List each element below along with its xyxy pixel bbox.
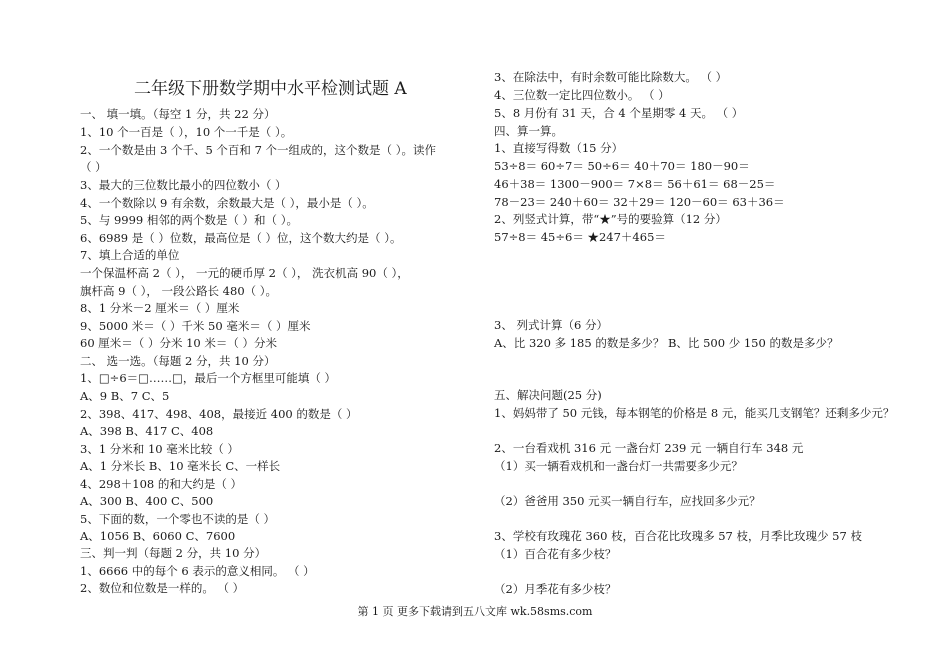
question-line: A、比 320 多 185 的数是多少？ B、比 500 少 150 的数是多少？	[494, 336, 839, 350]
calc-row: 78－23＝ 240＋60＝ 32＋29＝ 120－60＝ 63＋36＝	[494, 195, 785, 209]
question-line: （2）月季花有多少枝？	[494, 582, 617, 596]
question-line: 2、一台看戏机 316 元 一盏台灯 239 元 一辆自行车 348 元	[494, 441, 804, 455]
answer-options: A、9 B、7 C、5	[80, 389, 170, 403]
question-line: 3、1 分米和 10 毫米比较（ ）	[80, 442, 239, 456]
question-line: 旗杆高 9（ ）， 一段公路长 480（ ）。	[80, 284, 278, 298]
question-line: （1）百合花有多少枝？	[494, 547, 617, 561]
question-line: 1、妈妈带了 50 元钱，每本钢笔的价格是 8 元，能买几支钢笔？还剩多少元？	[494, 406, 895, 420]
section-3-heading: 三、判一判（每题 2 分，共 10 分）	[80, 546, 267, 560]
answer-options: A、300 B、400 C、500	[80, 494, 214, 508]
question-line: （2）爸爸用 350 元买一辆自行车，应找回多少元？	[494, 494, 761, 508]
question-line: 5、与 9999 相邻的两个数是（ ）和（ ）。	[80, 213, 298, 227]
answer-options: A、1056 B、6060 C、7600	[80, 529, 236, 543]
answer-options: A、1 分米长 B、10 毫米长 C、一样长	[80, 459, 281, 473]
section-2-heading: 二、 选一选。（每题 2 分，共 10 分）	[80, 354, 276, 368]
answer-options: A、398 B、417 C、408	[80, 424, 214, 438]
question-line: 6、6989 是（ ）位数，最高位是（ ）位，这个数大约是（ ）。	[80, 231, 402, 245]
calc-row: 57÷8＝ 45÷6＝ ★247＋465＝	[494, 230, 666, 244]
question-line: 7、填上合适的单位	[80, 248, 180, 262]
section-1-heading: 一、 填一填。（每空 1 分，共 22 分）	[80, 107, 276, 121]
calc-row: 53÷8＝ 60÷7＝ 50÷6＝ 40＋70＝ 180－90＝	[494, 159, 750, 173]
page-title: 二年级下册数学期中水平检测试题 A	[134, 79, 407, 99]
question-line: 5、下面的数，一个零也不读的是（ ）	[80, 512, 275, 526]
question-line: 5、8 月份有 31 天，合 4 个星期零 4 天。 （ ）	[494, 106, 744, 120]
page-footer: 第 1 页 更多下载请到五八文库 wk.58sms.com	[357, 605, 593, 618]
question-line: 60 厘米＝（ ）分米 10 米＝（ ）分米	[80, 336, 278, 350]
question-line: 3、 列式计算（6 分）	[494, 318, 608, 332]
question-line: 1、6666 中的每个 6 表示的意义相同。 （ ）	[80, 564, 315, 578]
question-line: 2、数位和位数是一样的。 （ ）	[80, 581, 245, 595]
question-line: 3、最大的三位数比最小的四位数小（ ）	[80, 178, 287, 192]
question-line: 3、学校有玫瑰花 360 枝，百合花比玫瑰多 57 枝，月季比玫瑰少 57 枝	[494, 529, 862, 543]
question-line: 4、一个数除以 9 有余数，余数最大是（ ），最小是（ ）。	[80, 196, 374, 210]
section-5-heading: 五、解决问题(25 分)	[494, 388, 602, 402]
question-line: 3、在除法中，有时余数可能比除数大。 （ ）	[494, 70, 728, 84]
question-line: 2、398、417、498、408，最接近 400 的数是（ ）	[80, 407, 358, 421]
question-line: 一个保温杯高 2（ ）， 一元的硬币厚 2（ ）， 洗衣机高 90（ ），	[80, 266, 409, 280]
section-4-heading: 四、算一算。	[494, 124, 563, 138]
question-line: 1、□÷6＝□……□，最后一个方框里可能填（ ）	[80, 371, 337, 385]
question-line: （1）买一辆看戏机和一盏台灯一共需要多少元？	[494, 459, 743, 473]
question-line: 4、三位数一定比四位数小。 （ ）	[494, 88, 670, 102]
question-line: 4、298＋108 的和大约是（ ）	[80, 477, 243, 491]
question-line: （ ）	[80, 160, 107, 174]
question-line: 8、1 分米－2 厘米＝（ ）厘米	[80, 301, 240, 315]
question-line: 2、一个数是由 3 个千、5 个百和 7 个一组成的，这个数是（ ）。读作	[80, 143, 436, 157]
question-line: 1、直接写得数（15 分）	[494, 141, 624, 155]
question-line: 2、列竖式计算，带“★”号的要验算（12 分）	[494, 212, 727, 226]
question-line: 9、5000 米＝（ ）千米 50 毫米＝（ ）厘米	[80, 319, 311, 333]
calc-row: 46＋38＝ 1300－900＝ 7×8＝ 56＋61＝ 68－25＝	[494, 177, 776, 191]
question-line: 1、10 个一百是（ ），10 个一千是（ ）。	[80, 125, 293, 139]
